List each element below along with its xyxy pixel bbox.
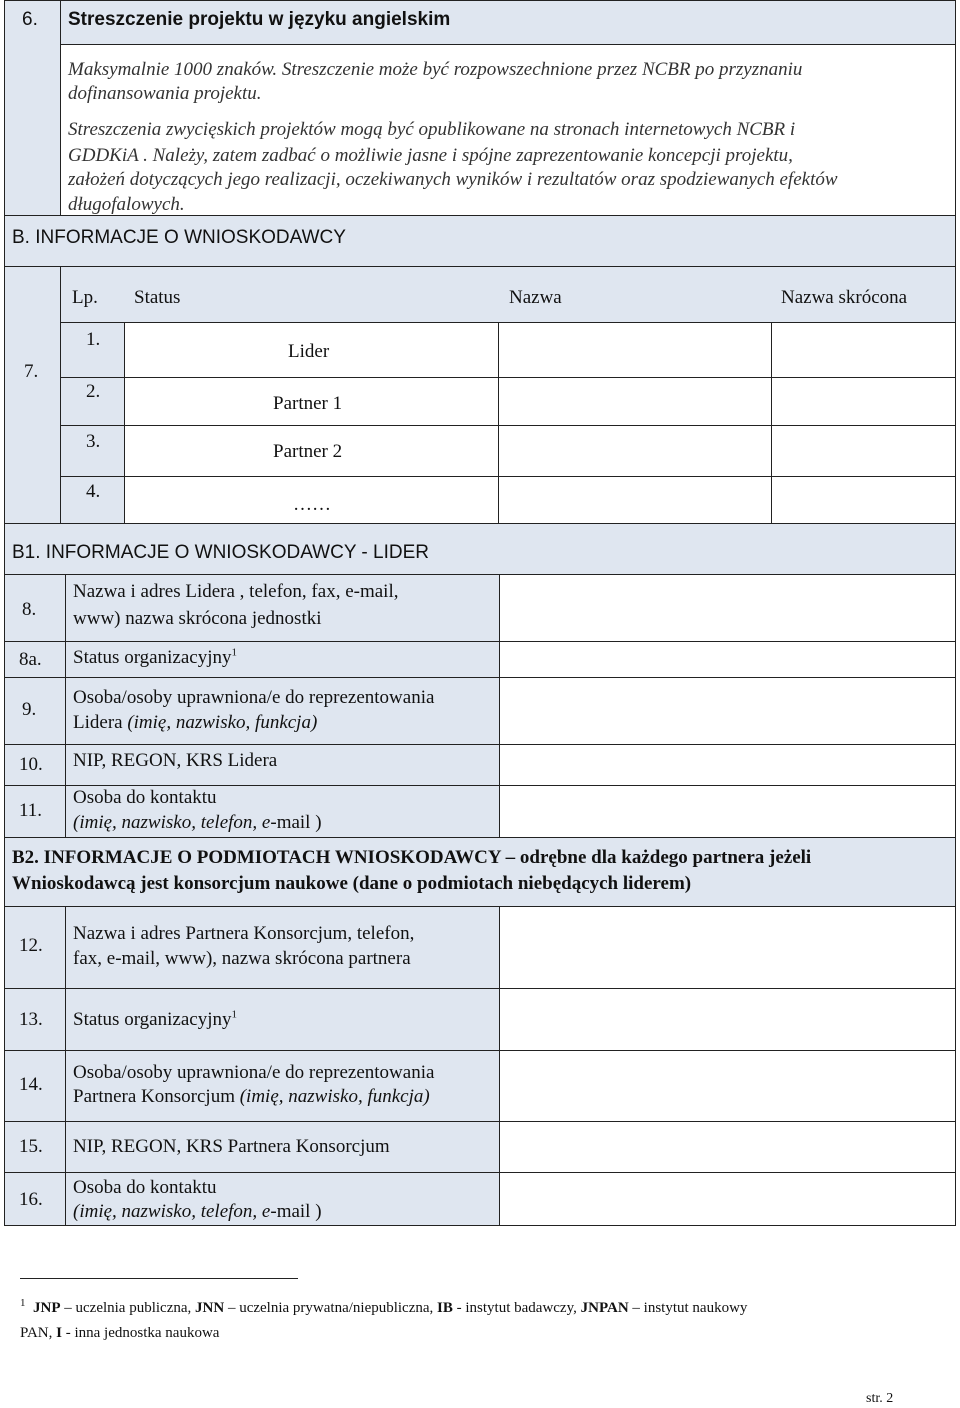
row-15-value-cell — [499, 1121, 956, 1173]
row-9-label: Osoba/osoby uprawniona/e do reprezentowania — [73, 687, 435, 708]
footnote-line-1: $^1$ JNP – uczelnia publiczna, JNN – uczelnia prywatna/niepubliczna, IB - instytut badawczy, JNPAN – instytut naukowy — [20, 1297, 748, 1316]
section-b2-heading: Wnioskodawcą jest konsorcjum naukowe (dane o podmiotach niebędących liderem) — [12, 873, 692, 894]
row-16-label: (imię, nazwisko, telefon, e-mail ) — [73, 1201, 322, 1222]
row-13-value-cell — [499, 988, 956, 1051]
row-9-label: Lidera (imię, nazwisko, funkcja) — [73, 712, 318, 733]
header-nazwa-skrocona: Nazwa skrócona — [781, 287, 908, 308]
table-row-lp: 3. — [86, 431, 101, 452]
row-12-value-cell — [499, 906, 956, 989]
footnote-ref: 1 — [231, 1008, 237, 1021]
table-row-status: Partner 1 — [273, 393, 343, 414]
row-11-label: Osoba do kontaktu — [73, 787, 217, 808]
row-16-number: 16. — [19, 1189, 43, 1210]
row-8-number: 8. — [22, 599, 37, 620]
footnote-line-2: PAN, I - inna jednostka naukowa — [20, 1325, 220, 1341]
row-10-label: NIP, REGON, KRS Lidera — [73, 750, 278, 771]
row-12-label: fax, e-mail, www), nazwa skrócona partnera — [73, 948, 411, 969]
header-nazwa: Nazwa — [509, 287, 562, 308]
row-15-label: NIP, REGON, KRS Partnera Konsorcjum — [73, 1136, 390, 1157]
applicant-short-name-column — [771, 322, 956, 524]
section-6-text-line: Streszczenia zwycięskich projektów mogą być opublikowane na stronach internetowych NCBR i — [68, 119, 796, 140]
row-12-label: Nazwa i adres Partnera Konsorcjum, telefon, — [73, 923, 415, 944]
row-15-number: 15. — [19, 1136, 43, 1157]
section-b-heading: B. INFORMACJE O WNIOSKODAWCY — [12, 227, 346, 248]
header-status: Status — [134, 287, 181, 308]
row-8a-label: Status organizacyjny$^1$ — [73, 646, 237, 668]
section-b2-heading: B2. INFORMACJE O PODMIOTACH WNIOSKODAWCY – odrębne dla każdego partnera jeżeli — [12, 847, 812, 868]
row-11-label: (imię, nazwisko, telefon, e-mail ) — [73, 812, 322, 833]
row-10-number: 10. — [19, 754, 43, 775]
table-row-status: …… — [293, 494, 331, 515]
table-row-lp: 4. — [86, 481, 101, 502]
row-8a-number: 8a. — [19, 649, 42, 670]
row-14-number: 14. — [19, 1074, 43, 1095]
row-13-label: Status organizacyjny$^1$ — [73, 1008, 237, 1030]
table-row-status: Lider — [288, 341, 330, 362]
row-14-value-cell — [499, 1050, 956, 1122]
row-11-number: 11. — [19, 800, 43, 821]
table-row-lp: 2. — [86, 381, 101, 402]
row-12-number: 12. — [19, 935, 43, 956]
table-row-lp: 1. — [86, 329, 101, 350]
row-9-value-cell — [499, 677, 956, 745]
row-13-number: 13. — [19, 1009, 43, 1030]
row-9-number: 9. — [22, 699, 37, 720]
row-8-value-cell — [499, 574, 956, 642]
footnote-separator — [20, 1278, 298, 1279]
section-6-number: 6. — [22, 9, 38, 30]
row-8-label: www) nazwa skrócona jednostki — [73, 608, 322, 629]
table-row-status: Partner 2 — [273, 441, 343, 462]
section-b1-heading: B1. INFORMACJE O WNIOSKODAWCY - LIDER — [12, 542, 429, 563]
row-16-value-cell — [499, 1172, 956, 1226]
row-8-label: Nazwa i adres Lidera , telefon, fax, e-mail, — [73, 581, 399, 602]
section-6-title: Streszczenie projektu w języku angielskim — [68, 9, 451, 30]
header-lp: Lp. — [72, 287, 98, 308]
section-6-text-line: długofalowych. — [68, 194, 185, 215]
section-6-text-line: Maksymalnie 1000 znaków. Streszczenie może być rozpowszechnione przez NCBR po przyznaniu — [68, 59, 803, 80]
row-10-value-cell — [499, 744, 956, 786]
section-6-number-cell — [4, 0, 61, 216]
section-6-text-line: dofinansowania projektu. — [68, 83, 262, 104]
row-16-label: Osoba do kontaktu — [73, 1177, 217, 1198]
row-11-value-cell — [499, 785, 956, 838]
page-number: str. 2 — [866, 1391, 894, 1406]
row-14-label: Partnera Konsorcjum (imię, nazwisko, funkcja) — [73, 1086, 430, 1107]
row-14-label: Osoba/osoby uprawniona/e do reprezentowania — [73, 1062, 435, 1083]
section-6-text-line: GDDKiA . Należy, zatem zadbać o możliwie jasne i spójne zaprezentowanie koncepcji projektu, — [68, 145, 793, 166]
row-7-number-cell — [4, 266, 61, 524]
applicant-name-column — [498, 322, 772, 524]
row-7-number: 7. — [24, 361, 39, 382]
footnote-ref: 1 — [231, 646, 237, 659]
row-8a-value-cell — [499, 641, 956, 678]
section-6-text-line: założeń dotyczących jego realizacji, oczekiwanych wyników i rezultatów oraz spodziewanych efektów — [68, 169, 838, 190]
